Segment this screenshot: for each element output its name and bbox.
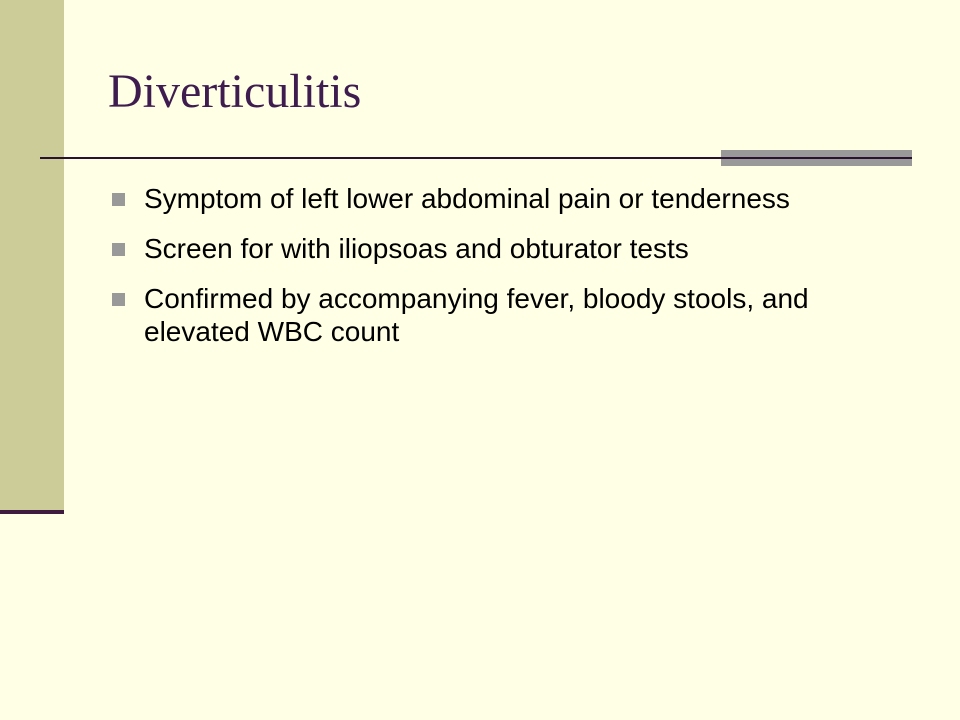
bullet-text: Confirmed by accompanying fever, bloody stools, and elevated WBC count bbox=[144, 283, 809, 347]
bullet-text: Symptom of left lower abdominal pain or tenderness bbox=[144, 183, 790, 214]
bullet-item bbox=[112, 182, 872, 215]
square-bullet-icon bbox=[112, 243, 125, 256]
left-decorative-bar bbox=[0, 0, 64, 510]
bullet-item bbox=[112, 282, 872, 348]
left-bar-underline bbox=[0, 510, 64, 514]
bullet-list bbox=[112, 182, 872, 365]
bullet-text: Screen for with iliopsoas and obturator tests bbox=[144, 233, 689, 264]
slide-title: Diverticulitis bbox=[108, 65, 362, 118]
square-bullet-icon bbox=[112, 293, 125, 306]
bullet-item bbox=[112, 232, 872, 265]
square-bullet-icon bbox=[112, 193, 125, 206]
title-accent-bar bbox=[721, 150, 912, 166]
